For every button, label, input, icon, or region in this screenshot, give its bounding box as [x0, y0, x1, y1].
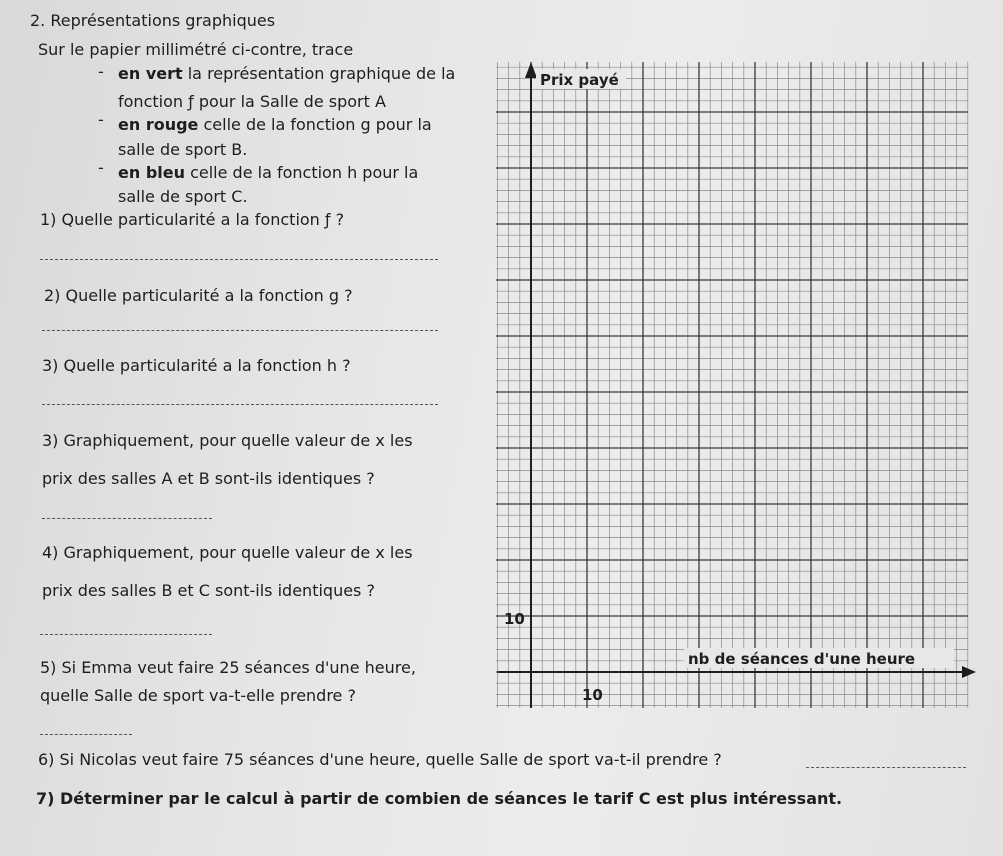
intro-text: Sur le papier millimétré ci-contre, trace: [38, 40, 354, 59]
question-3b-line2: prix des salles A et B sont-ils identiques ?: [42, 469, 375, 488]
minor-grid: [496, 62, 968, 708]
question-3: 3) Quelle particularité a la fonction h ?: [42, 356, 351, 375]
major-grid: [496, 62, 968, 708]
bullet-2-color-word: en rouge: [118, 115, 199, 134]
y-axis-arrow: [525, 62, 537, 78]
bullet-3-rest: celle de la fonction h pour la: [185, 163, 419, 182]
question-4-line1: 4) Graphiquement, pour quelle valeur de x les: [42, 543, 413, 562]
question-3b-line1: 3) Graphiquement, pour quelle valeur de x les: [42, 431, 413, 450]
question-5-line2: quelle Salle de sport va-t-elle prendre ?: [40, 686, 356, 705]
bullet-1-dash: -: [98, 62, 104, 81]
x-axis-arrow: [962, 666, 976, 678]
bullet-2-line2: salle de sport B.: [118, 140, 248, 159]
section-title: 2. Représentations graphiques: [30, 11, 276, 30]
bullet-3-line2: salle de sport C.: [118, 187, 248, 206]
question-5-line1: 5) Si Emma veut faire 25 séances d'une heure,: [40, 658, 416, 677]
y-tick-label: 10: [504, 610, 525, 628]
question-1: 1) Quelle particularité a la fonction ƒ ?: [40, 210, 345, 229]
y-axis-label: Prix payé: [540, 71, 619, 89]
bullet-2-dash: -: [98, 110, 104, 129]
question-7: 7) Déterminer par le calcul à partir de combien de séances le tarif C est plus intéressant.: [36, 789, 843, 808]
x-axis-label: nb de séances d'une heure: [688, 650, 916, 668]
x-tick-label: 10: [582, 686, 603, 704]
question-4-line2: prix des salles B et C sont-ils identiques ?: [42, 581, 375, 600]
question-2: 2) Quelle particularité a la fonction g ?: [44, 286, 353, 305]
bullet-3-dash: -: [98, 158, 104, 177]
bullet-3-color-word: en bleu: [118, 163, 185, 182]
bullet-1-color-word: en vert: [118, 64, 183, 83]
axes: [498, 62, 976, 708]
bullet-1-line2: fonction ƒ pour la Salle de sport A: [118, 92, 386, 111]
bullet-1-rest: la représentation graphique de la: [182, 64, 456, 83]
bullet-2-rest: celle de la fonction g pour la: [198, 115, 432, 134]
question-6: 6) Si Nicolas veut faire 75 séances d'une heure, quelle Salle de sport va-t-il prendre ?: [38, 750, 722, 769]
